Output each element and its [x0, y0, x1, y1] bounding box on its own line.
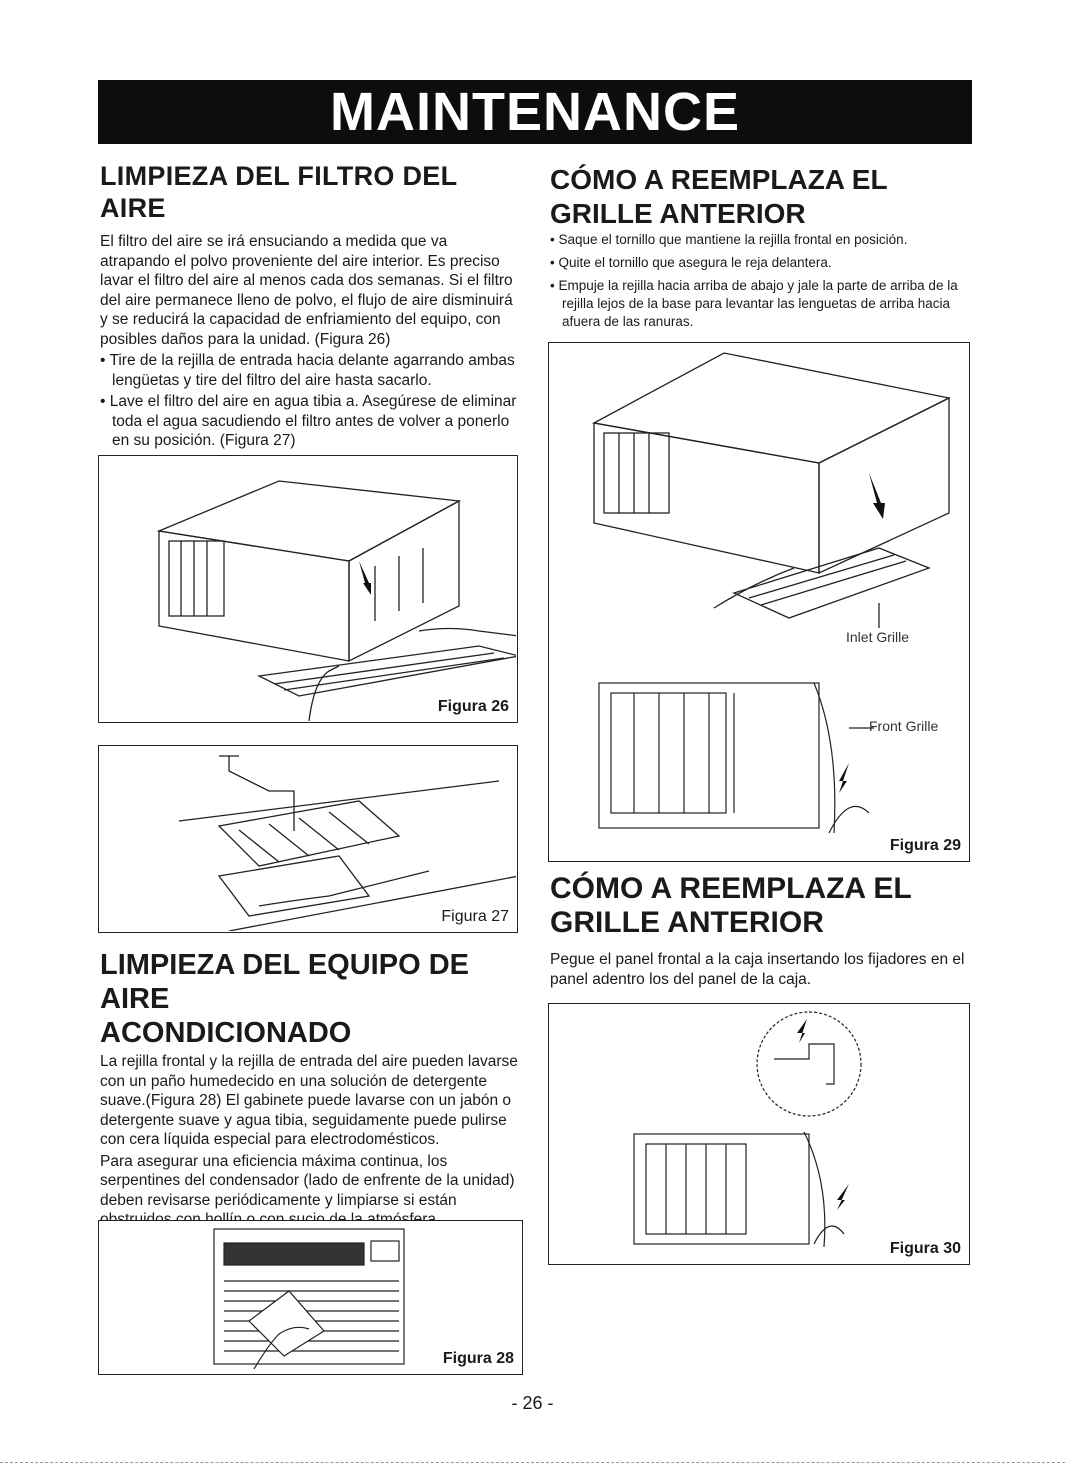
front-grille-callout: Front Grille — [869, 718, 939, 734]
figure-caption: Figura 27 — [441, 908, 509, 925]
bullet-item: • Empuje la rejilla hacia arriba de abajo y jale la parte de arriba de la rejilla lejos de la base para levantar las lenguetas de arriba hacia afuera de las ranuras. — [550, 278, 958, 329]
figure-caption: Figura 26 — [437, 698, 509, 715]
figure-27 — [98, 745, 518, 933]
section-heading: GRILLE ANTERIOR — [550, 906, 824, 939]
bullet-item: • Saque el tornillo que mantiene la rejilla frontal en posición. — [550, 232, 908, 247]
bullet-item: • Tire de la rejilla de entrada hacia delante agarrando ambas lengüetas y tire del filtro del aire hasta sacarlo. — [100, 352, 515, 389]
section-grille-removal — [550, 163, 970, 331]
section-body: El filtro del aire se irá ensuciando a medida que va atrapando el polvo proveniente del aire interior. Es preciso lavar el filtro del aire al menos cada dos semanas. Si el filtro del aire permanece lleno de polvo, el flujo de aire disminuirá y se reducirá la capacidad de enfriamiento del equipo, con posibles daños para la unidad. (Figura 26) — [100, 233, 513, 348]
page-number: - 26 - — [511, 1393, 554, 1413]
section-grille-install — [550, 872, 970, 989]
section-filter-cleaning — [100, 160, 520, 451]
figure-29 — [548, 342, 970, 862]
inlet-grille-callout: Inlet Grille — [846, 629, 910, 645]
figure-caption: Figura 29 — [889, 837, 961, 854]
section-heading: LIMPIEZA DEL EQUIPO DE AIRE — [100, 949, 469, 1015]
grille-attach-illustration — [549, 1004, 968, 1263]
grille-removal-illustration — [549, 343, 968, 860]
section-heading: GRILLE ANTERIOR — [550, 198, 806, 229]
figure-caption: Figura 30 — [889, 1240, 961, 1257]
page-title: MAINTENANCE — [98, 80, 972, 144]
bullet-item: • Lave el filtro del aire en agua tibia a. Asegúrese de eliminar toda el agua sacudiendo el filtro antes de volver a ponerlo en su posición. (Figura 27) — [100, 393, 517, 449]
section-heading: CÓMO A REEMPLAZA EL — [550, 164, 888, 195]
section-body: La rejilla frontal y la rejilla de entrada del aire pueden lavarse con un paño humedecido en una solución de detergente suave.(Figura 28) El gabinete puede lavarse con un jabón o detergente suave y agua tibia, seguidamente puede pulirse con cera líquida especial para electrodomésticos. — [100, 1053, 518, 1148]
figure-caption: Figura 28 — [442, 1350, 514, 1367]
section-unit-cleaning — [100, 948, 525, 1230]
bottom-rule — [0, 1462, 1065, 1463]
section-heading: LIMPIEZA DEL FILTRO DEL AIRE — [100, 161, 457, 223]
bullet-item: • Quite el tornillo que asegura le reja delantera. — [550, 255, 832, 270]
figure-28 — [98, 1220, 523, 1375]
filter-washing-illustration — [99, 746, 516, 931]
section-heading: CÓMO A REEMPLAZA EL — [550, 872, 912, 905]
figure-30 — [548, 1003, 970, 1265]
ac-unit-filter-illustration — [99, 456, 516, 721]
section-body: Pegue el panel frontal a la caja insertando los fijadores en el panel adentro los del panel de la caja. — [550, 951, 965, 988]
figure-26 — [98, 455, 518, 723]
section-heading: ACONDICIONADO — [100, 1017, 352, 1049]
section-body: Para asegurar una eficiencia máxima continua, los serpentines del condensador (lado de enfrente de la unidad) deben revisarse periódicamente y limpiarse si están — [100, 1152, 515, 1209]
